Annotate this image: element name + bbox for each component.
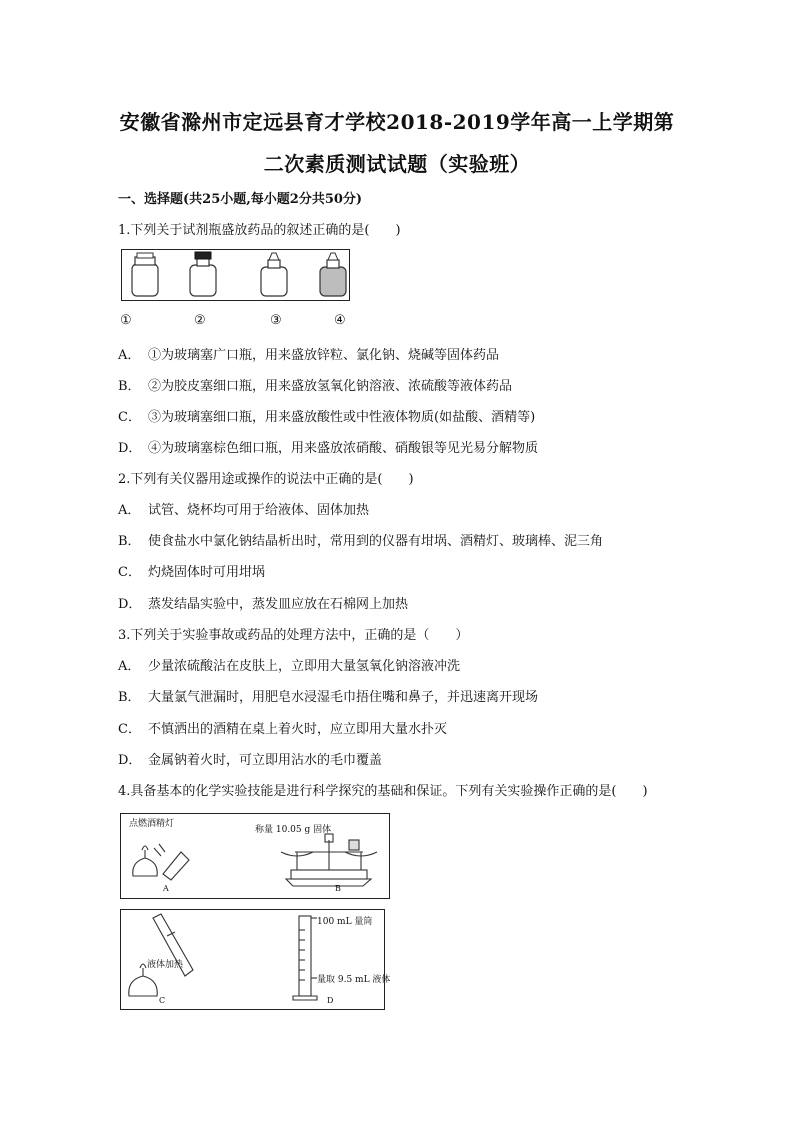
- q3-option-a: A． 少量浓硫酸沾在皮肤上，立即用大量氢氧化钠溶液冲洗: [118, 659, 461, 674]
- q1-option-c: C． ③为玻璃塞细口瓶，用来盛放酸性或中性液体物质(如盐酸、酒精等): [118, 410, 536, 425]
- q3-option-d: D． 金属钠着火时，可立即用沾水的毛巾覆盖: [118, 753, 383, 768]
- q1-option-a: A． ①为玻璃塞广口瓶，用来盛放锌粒、氯化钠、烧碱等固体药品: [118, 348, 500, 363]
- bottle-label-1: ①: [120, 313, 132, 328]
- graduated-cylinder-icon: [293, 916, 317, 1000]
- bottle-label-2: ②: [194, 313, 206, 328]
- bottle-1-wide-mouth-icon: [132, 253, 158, 296]
- q1-bottle-figure: [121, 249, 350, 301]
- alcohol-lamp-icon: [133, 844, 189, 880]
- bottle-label-3: ③: [270, 313, 282, 328]
- q2-option-d: D． 蒸发结晶实验中，蒸发皿应放在石棉网上加热: [118, 597, 409, 612]
- section-heading: 一、选择题(共25小题,每小题2分共50分): [118, 192, 363, 207]
- q2-option-b: B． 使食盐水中氯化钠结晶析出时，常用到的仪器有坩埚、酒精灯、玻璃棒、泥三角: [118, 534, 604, 549]
- q2-stem: 2.下列有关仪器用途或操作的说法中正确的是( ): [118, 472, 414, 487]
- bottle-3-glass-stopper-icon: [261, 253, 287, 296]
- q1-option-b: B． ②为胶皮塞细口瓶，用来盛放氢氧化钠溶液、浓硫酸等液体药品: [118, 379, 513, 394]
- label-b: B: [335, 884, 341, 893]
- bottle-drawings: [122, 250, 349, 300]
- q2-option-a: A． 试管、烧杯均可用于给液体、固体加热: [118, 503, 370, 518]
- q4-figure-cd: [120, 909, 391, 1010]
- label-a: A: [163, 884, 169, 893]
- ab-apparatus-drawing: [121, 814, 389, 898]
- caption-heat-liquid: 液体加热: [147, 960, 184, 970]
- bottle-2-rubber-stopper-icon: [190, 252, 216, 296]
- bottle-label-4: ④: [334, 313, 346, 328]
- doc-title-line2: 二次素质测试试题（实验班）: [263, 152, 531, 176]
- label-d: D: [327, 996, 334, 1005]
- q4-figure-ab: [120, 813, 390, 899]
- bottle-4-brown-icon: [320, 253, 346, 296]
- q3-stem: 3.下列关于实验事故或药品的处理方法中，正确的是（ ）: [118, 628, 469, 643]
- balance-icon: [281, 834, 377, 886]
- doc-title-line1: 安徽省滁州市定远县育才学校2018-2019学年高一上学期第: [119, 110, 675, 134]
- q1-option-d: D． ④为玻璃塞棕色细口瓶，用来盛放浓硝酸、硝酸银等见光易分解物质: [118, 441, 539, 456]
- caption-weigh: 称量 10.05 g 固体: [255, 825, 332, 835]
- q3-option-c: C． 不慎洒出的酒精在桌上着火时，应立即用大量水扑灭: [118, 722, 448, 737]
- caption-cylinder: 100 mL 量筒: [317, 917, 373, 927]
- caption-light-lamp: 点燃酒精灯: [129, 819, 175, 829]
- caption-measure: 量取 9.5 mL 液体: [317, 975, 391, 985]
- cd-apparatus-drawing: [121, 910, 384, 1009]
- label-c: C: [159, 996, 166, 1005]
- q3-option-b: B． 大量氯气泄漏时，用肥皂水浸湿毛巾捂住嘴和鼻子，并迅速离开现场: [118, 690, 539, 705]
- q2-option-c: C． 灼烧固体时可用坩埚: [118, 565, 266, 580]
- q1-stem: 1.下列关于试剂瓶盛放药品的叙述正确的是( ): [118, 223, 401, 238]
- test-tube-heating-icon: [129, 914, 193, 996]
- q4-stem: 4.具备基本的化学实验技能是进行科学探究的基础和保证。下列有关实验操作正确的是( ): [118, 784, 648, 799]
